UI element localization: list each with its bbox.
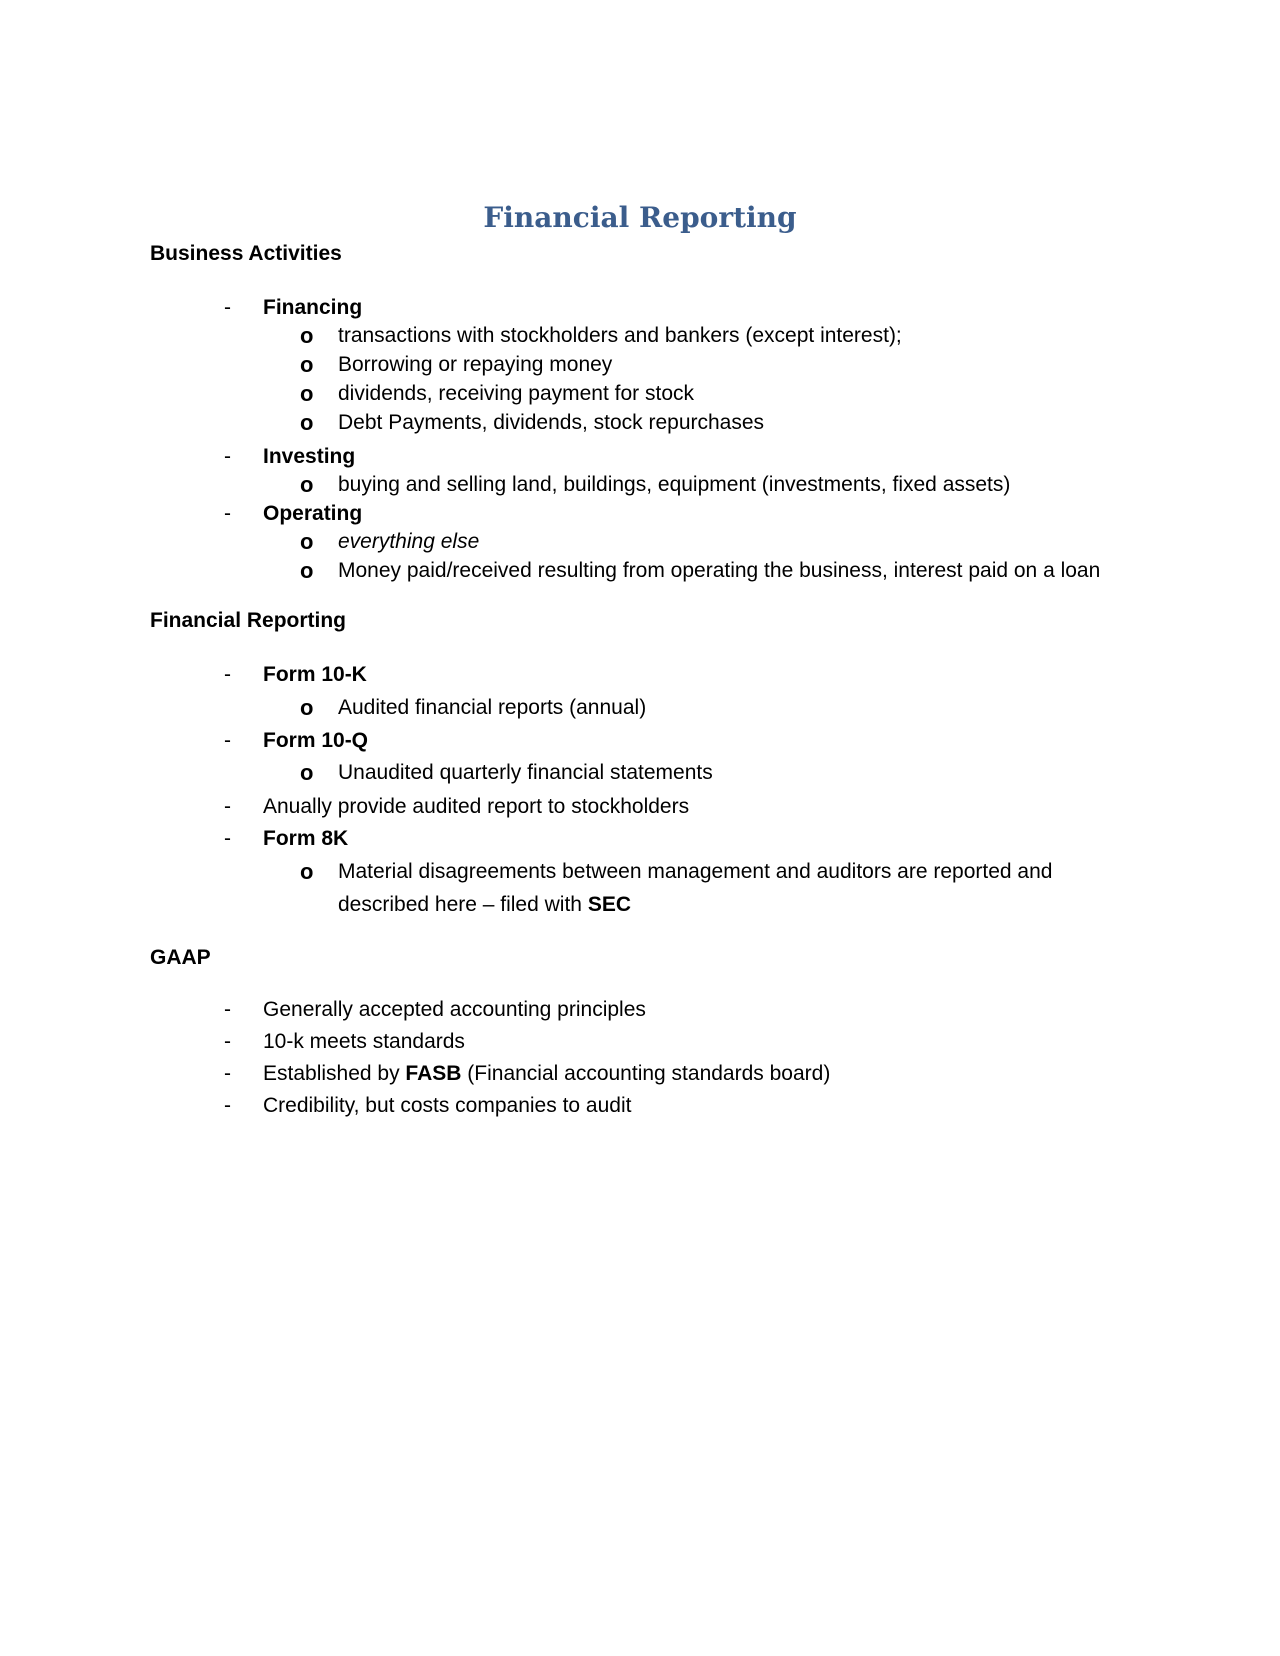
dash-marker: -	[224, 445, 231, 468]
financing-item: dividends, receiving payment for stock	[338, 382, 695, 405]
gaap-item: Generally accepted accounting principles	[263, 998, 646, 1021]
established-suffix: (Financial accounting standards board)	[461, 1062, 831, 1085]
form-8k-item-line2	[338, 891, 631, 919]
section-heading-gaap: GAAP	[150, 946, 211, 969]
document-title: Financial Reporting	[483, 201, 797, 234]
gaap-item: 10-k meets standards	[263, 1030, 465, 1053]
financing-item: Debt Payments, dividends, stock repurchases	[338, 411, 765, 434]
form-10k-item: Audited financial reports (annual)	[338, 696, 647, 719]
dash-marker: -	[224, 296, 231, 319]
investing-label: Investing	[263, 445, 356, 468]
bullet-marker: o	[300, 352, 314, 377]
dash-marker: -	[224, 998, 231, 1021]
dash-marker: -	[224, 1030, 231, 1053]
financing-label: Financing	[263, 296, 363, 319]
bullet-marker: o	[300, 859, 314, 884]
section-heading-financial-reporting: Financial Reporting	[150, 609, 347, 632]
operating-item: everything else	[338, 530, 480, 553]
form-10q-label: Form 10-Q	[263, 729, 369, 752]
gaap-item: Credibility, but costs companies to audit	[263, 1094, 632, 1117]
form-8k-label: Form 8K	[263, 827, 349, 850]
form-8k-item-line1: Material disagreements between management and auditors are reported and	[338, 860, 1053, 883]
bullet-marker: o	[300, 529, 314, 554]
dash-marker: -	[224, 827, 231, 850]
established-prefix: Established by	[263, 1062, 406, 1085]
dash-marker: -	[224, 795, 231, 818]
bullet-marker: o	[300, 695, 314, 720]
dash-marker: -	[224, 502, 231, 525]
operating-label: Operating	[263, 502, 363, 525]
financing-item: transactions with stockholders and bankers (except interest);	[338, 324, 902, 347]
fasb-emphasis: FASB	[405, 1062, 462, 1085]
investing-item: buying and selling land, buildings, equipment (investments, fixed assets)	[338, 473, 1011, 496]
bullet-marker: o	[300, 381, 314, 406]
sec-emphasis: SEC	[587, 893, 631, 916]
financing-item: Borrowing or repaying money	[338, 353, 613, 376]
form-10q-item: Unaudited quarterly financial statements	[338, 761, 713, 784]
bullet-marker: o	[300, 472, 314, 497]
bullet-marker: o	[300, 323, 314, 348]
dash-marker: -	[224, 1062, 231, 1085]
dash-marker: -	[224, 663, 231, 686]
bullet-marker: o	[300, 760, 314, 785]
dash-marker: -	[224, 729, 231, 752]
form-8k-item-line2-text: described here – filed with	[338, 893, 588, 916]
dash-marker: -	[224, 1094, 231, 1117]
bullet-marker: o	[300, 558, 314, 583]
annual-report-line: Anually provide audited report to stockholders	[263, 795, 690, 818]
gaap-item-established	[263, 1060, 830, 1088]
operating-item: Money paid/received resulting from operating the business, interest paid on a loan	[338, 559, 1101, 582]
section-heading-business-activities: Business Activities	[150, 242, 342, 265]
bullet-marker: o	[300, 410, 314, 435]
form-10k-label: Form 10-K	[263, 663, 367, 686]
